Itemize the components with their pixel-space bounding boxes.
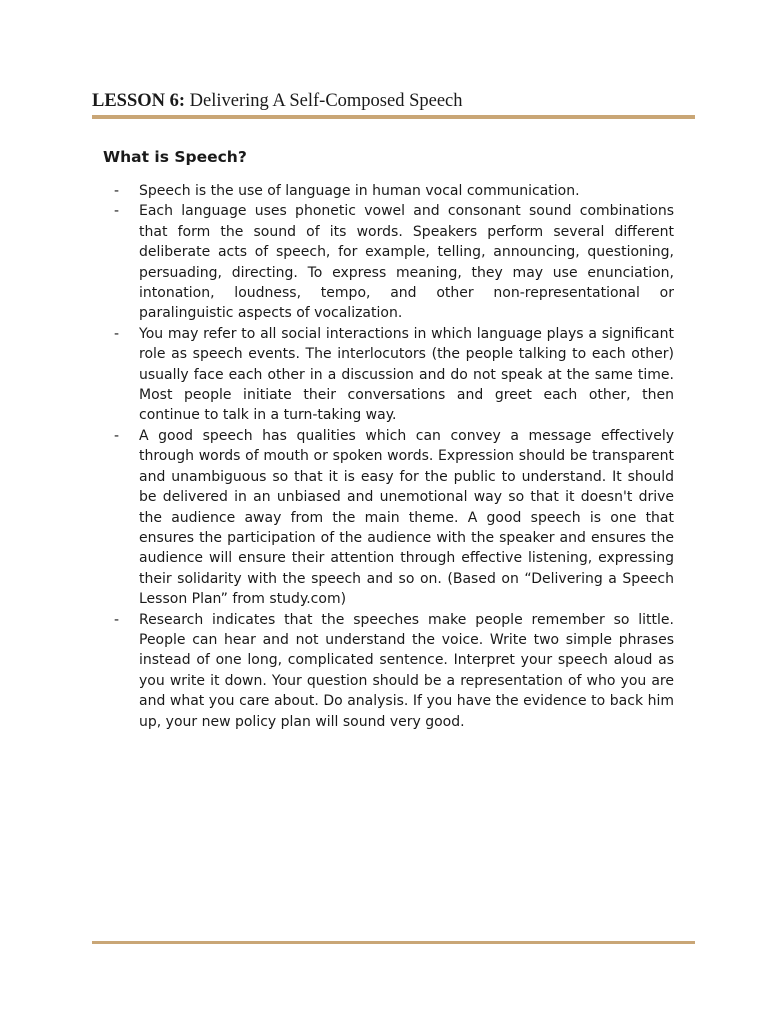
- bullet-text: Speech is the use of language in human vocal communication.: [139, 183, 580, 199]
- bullet-marker: -: [114, 183, 120, 199]
- bullet-item-1: [110, 181, 674, 201]
- bullet-text: Each language uses phonetic vowel and consonant sound combinations that form the sound of its words. Speakers perform several different deliberate acts of speech, for example, telling, announcing, questioning, persuading, directing. To express meaning, they may use enunciation, intonation, loudness, tempo, and other non-representational or paralinguistic aspects of vocalization.: [139, 203, 674, 322]
- bullet-item-4: [110, 426, 674, 610]
- bullet-item-2: [110, 201, 674, 323]
- section-heading: What is Speech?: [103, 148, 247, 166]
- bullet-marker: -: [114, 427, 120, 444]
- bullet-list: [110, 181, 674, 732]
- lesson-number: LESSON 6:: [92, 91, 186, 111]
- header-divider: [92, 115, 695, 119]
- bullet-text: You may refer to all social interactions in which language plays a significant role as speech events. The interlocutors (the people talking to each other) usually face each other in a discussion and do not speak at the same time. Most people initiate their conversations and greet each other, then continue to talk in a turn-taking way.: [139, 325, 674, 424]
- lesson-title: Delivering A Self-Composed Speech: [189, 91, 463, 111]
- bullet-marker: -: [114, 611, 120, 628]
- footer-divider: [92, 941, 695, 944]
- bullet-text: A good speech has qualities which can convey a message effectively through words of mouth or spoken words. Expression should be transparent and unambiguous so that it is easy for the public to understand. It should be delivered in an unbiased and unemotional way so that it doesn't drive the audience away from the main theme. A good speech is one that ensures the participation of the audience with the speaker and ensures the audience will ensure their attention through effective listening, expressing their solidarity with the speech and so on. (Based on “Delivering a Speech Lesson Plan” from study.com): [139, 427, 674, 608]
- lesson-header: [92, 88, 695, 114]
- bullet-marker: -: [114, 325, 120, 342]
- bullet-item-3: [110, 324, 674, 426]
- bullet-item-5: [110, 610, 674, 732]
- bullet-text: Research indicates that the speeches make people remember so little. People can hear and not understand the voice. Write two simple phrases instead of one long, complicated sentence. Interpret your speech aloud as you write it down. Your question should be a representation of who you are and what you care about. Do analysis. If you have the evidence to back him up, your new policy plan will sound very good.: [139, 611, 674, 730]
- bullet-marker: -: [114, 203, 120, 220]
